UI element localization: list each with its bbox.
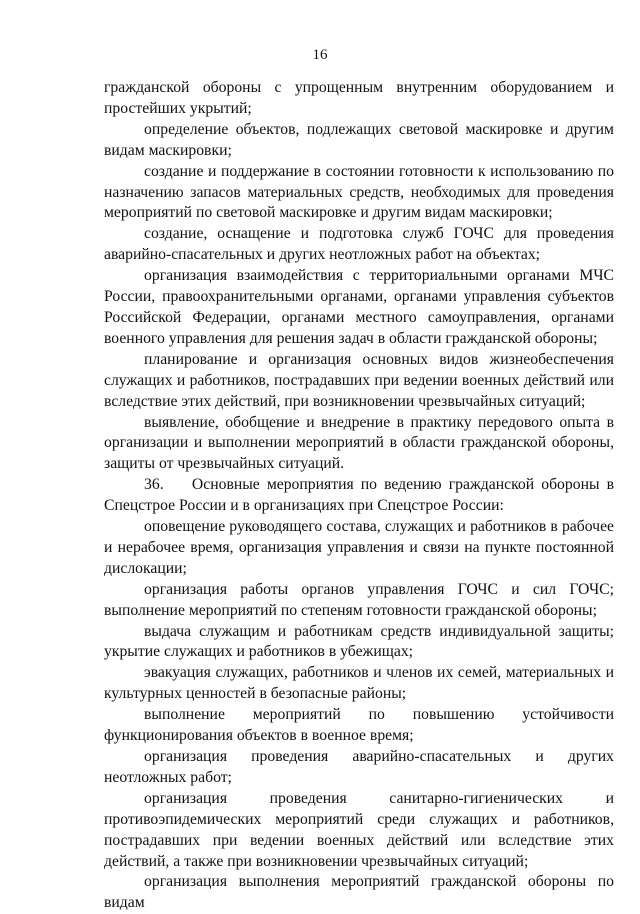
paragraph: выполнение мероприятий по повышению устойчивости функционирования объектов в военное время; [104, 706, 614, 745]
paragraph: организация взаимодействия с территориальными органами МЧС России, правоохранительными органами, органами управления субъектов Российской Федерации, органами местного самоуправления, органами военного управления для решения задач в области гражданской обороны; [104, 267, 614, 347]
paragraph: организация проведения аварийно-спасательных и других неотложных работ; [104, 748, 614, 786]
paragraph: эвакуация служащих, работников и членов их семей, материальных и культурных ценностей в безопасные районы; [104, 664, 614, 703]
paragraph: организация выполнения мероприятий гражданской обороны по видам [104, 873, 614, 912]
paragraph: гражданской обороны с упрощенным внутренним оборудованием и простейших укрытий; [104, 79, 614, 117]
page-number: 16 [312, 47, 328, 63]
paragraph: выявление, обобщение и внедрение в практику передового опыта в организации и выполнении мероприятий в области гражданской обороны, защиты от чрезвычайных ситуаций. [104, 413, 614, 473]
paragraph: организация проведения санитарно-гигиенических и противоэпидемических мероприятий среди служащих и работников, пострадавших при ведении военных действий или вследствие этих действий, а также при возникновении чрезвычайных ситуаций; [104, 789, 614, 870]
paragraph: выдача служащим и работникам средств индивидуальной защиты; укрытие служащих и работников в убежищах; [104, 622, 614, 661]
paragraph-item-36: 36. Основные мероприятия по ведению гражданской обороны в Спецстрое России и в организациях при Спецстрое России: [104, 476, 618, 515]
paragraph: создание, оснащение и подготовка служб ГОЧС для проведения аварийно-спасательных и других неотложных работ на объектах; [104, 225, 614, 264]
paragraph: организация работы органов управления ГОЧС и сил ГОЧС; выполнение мероприятий по степеням готовности гражданской обороны; [104, 580, 614, 619]
paragraph: планирование и организация основных видов жизнеобеспечения служащих и работников, пострадавших при ведении военных действий или вследствие этих действий, при возникновении чрезвычайных ситуаций; [104, 350, 614, 410]
paragraph: определение объектов, подлежащих световой маскировке и другим видам маскировки; [104, 120, 614, 159]
paragraph: создание и поддержание в состоянии готовности к использованию по назначению запасов материальных средств, необходимых для проведения мероприятий по световой маскировке и другим видам маскировки; [104, 162, 614, 222]
document-body [104, 78, 618, 914]
paragraph: оповещение руководящего состава, служащих и работников в рабочее и нерабочее время, организация управления и связи на пункте постоянной дислокации; [104, 518, 614, 577]
